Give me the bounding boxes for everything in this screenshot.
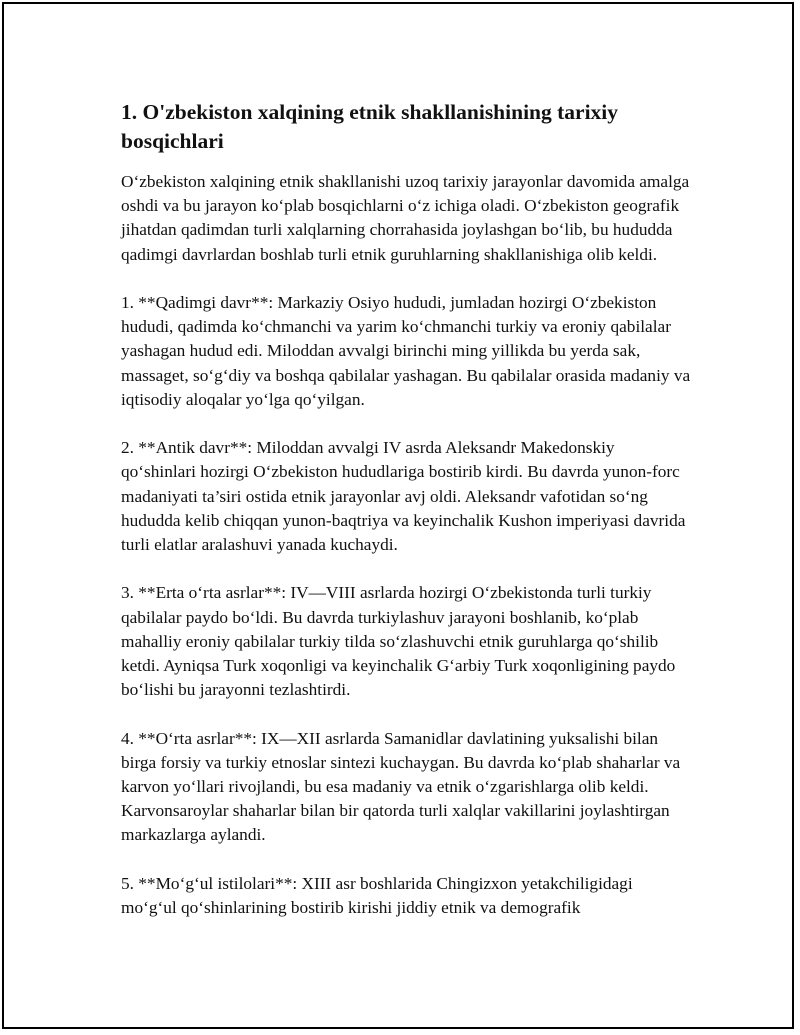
intro-paragraph: O‘zbekiston xalqining etnik shakllanishi uzoq tarixiy jarayonlar davomida amalga oshdi va bu jarayon ko‘plab bosqichlarni o‘z ichiga oladi. O‘zbekiston geografik jihatdan qadimdan turli xalqlarning chorrahasida joylashgan bo‘lib, bu hududda qadimgi davrlardan boshlab turli etnik guruhlarning shakllanishiga olib keldi. [121,172,690,264]
paragraph-early-middle-ages: 3. **Erta o‘rta asrlar**: IV—VIII asrlarda hozirgi O‘zbekistonda turli turkiy qabilalar paydo bo‘ldi. Bu davrda turkiylashuv jarayoni boshlanib, ko‘plab mahalliy eroniy qabilalar turkiy tilda so‘zlashuvchi etnik guruhlarga qo‘shilib ketdi. Ayniqsa Turk xoqonligi va keyinchalik G‘arbiy Turk xoqonligining paydo bo‘lishi bu jarayonni tezlashtirdi. [121,583,676,700]
paragraph-mongol-invasions: 5. **Mo‘g‘ul istilolari**: XIII asr boshlarida Chingizxon yetakchiligidagi mo‘g‘ul qo‘shinlarining bostirib kirishi jiddiy etnik va demografik [121,873,633,918]
page-frame [2,2,794,1029]
paragraph-antique-period: 2. **Antik davr**: Miloddan avvalgi IV asrda Aleksandr Makedonskiy qo‘shinlari hozirgi O‘zbekiston hududlariga bostirib kirdi. Bu davrda yunon-forc madaniyati ta’siri ostida etnik jarayonlar avj oldi. Aleksandr vafotidan so‘ng hududda kelib chiqqan yunon-baqtriya va keyinchalik Kushon imperiyasi davrida turli elatlar aralashuvi yanada kuchaydi. [121,438,686,555]
paragraph-middle-ages: 4. **O‘rta asrlar**: IX—XII asrlarda Samanidlar davlatining yuksalishi bilan birga forsiy va turkiy etnoslar sintezi kuchaygan. Bu davrda ko‘plab shaharlar va karvon yo‘llari rivojlandi, bu esa madaniy va etnik o‘zgarishlarga olib keldi. Karvonsaroylar shaharlar bilan bir qatorda turli xalqlar vakillarini joylashtirgan markazlarga aylandi. [121,728,681,845]
document-body [121,98,691,944]
paragraph-ancient-period: 1. **Qadimgi davr**: Markaziy Osiyo hududi, jumladan hozirgi O‘zbekiston hududi, qadimda ko‘chmanchi va yarim ko‘chmanchi turkiy va eroniy qabilalar yashagan hudud edi. Miloddan avvalgi birinchi ming yillikda bu yerda sak, massaget, so‘g‘diy va boshqa qabilalar yashagan. Bu qabilalar orasida madaniy va iqtisodiy aloqalar yo‘lga qo‘yilgan. [121,293,691,409]
document-title: 1. O'zbekiston xalqining etnik shakllanishining tarixiy bosqichlari [121,100,619,153]
